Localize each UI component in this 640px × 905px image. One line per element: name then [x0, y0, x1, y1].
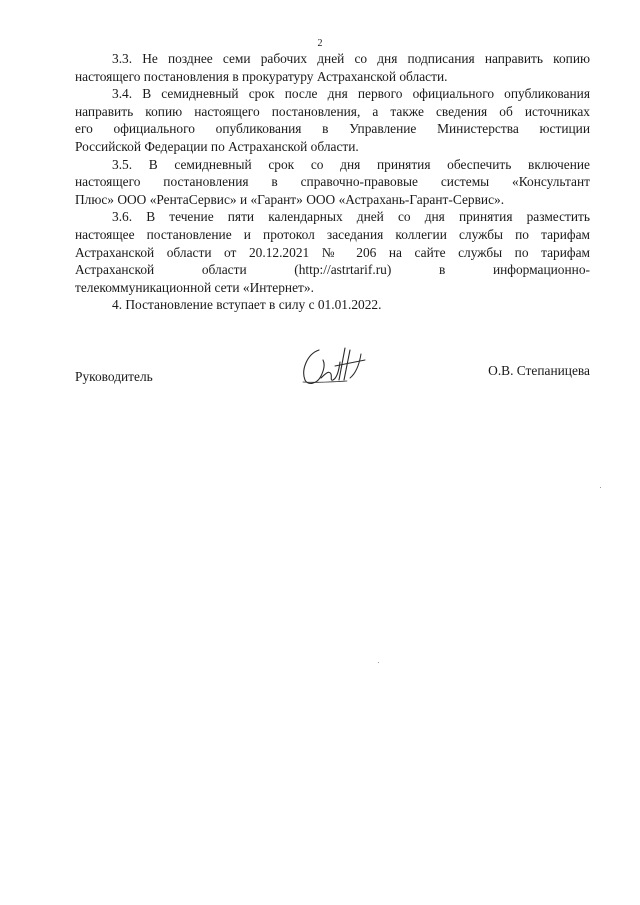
text-line: телекоммуникационной сети «Интернет». — [75, 279, 314, 295]
text-line: Плюс» ООО «РентаСервис» и «Гарант» ООО «Астрахань-Гарант-Сервис». — [75, 191, 505, 207]
text-line: направить копию настоящего постановления, а также сведения об источниках — [75, 103, 590, 119]
text-line: настоящего постановления в справочно-правовые системы «Консультант — [75, 174, 590, 190]
text-line: 3.3. Не позднее семи рабочих дней со дня подписания направить копию — [112, 51, 590, 66]
page-number: 2 — [317, 38, 323, 49]
text-line: настоящее постановление и протокол заседания коллегии службы по тарифам — [75, 226, 590, 242]
text-line: его официального опубликования в Управление Министерства юстиции — [75, 121, 590, 137]
handwritten-signature — [295, 344, 375, 388]
paragraph-3-4 — [75, 85, 590, 155]
text-line: 3.6. В течение пяти календарных дней со дня принятия разместить — [112, 209, 590, 225]
paragraph-4 — [75, 296, 590, 314]
scan-speck — [600, 487, 601, 488]
text-line: Астраханской области (http://astrtarif.ru) в информационно- — [75, 262, 590, 278]
paragraph-3-3 — [75, 50, 590, 85]
document-body — [75, 50, 590, 314]
text-line: 3.5. В семидневный срок со дня принятия обеспечить включение — [112, 156, 590, 172]
paragraph-3-6 — [75, 208, 590, 296]
text-line: Российской Федерации по Астраханской области. — [75, 138, 359, 154]
text-line: Астраханской области от 20.12.2021 № 206 на сайте службы по тарифам — [75, 244, 590, 260]
signer-name: О.В. Степаницева — [488, 363, 590, 378]
signer-title: Руководитель — [75, 369, 153, 384]
paragraph-3-5 — [75, 156, 590, 209]
scan-speck — [378, 662, 379, 663]
text-line: 3.4. В семидневный срок после дня первого официального опубликования — [112, 86, 590, 102]
text-line: 4. Постановление вступает в силу с 01.01.2022. — [112, 297, 382, 313]
signature-block — [75, 362, 590, 392]
text-line: настоящего постановления в прокуратуру Астраханской области. — [75, 68, 448, 84]
